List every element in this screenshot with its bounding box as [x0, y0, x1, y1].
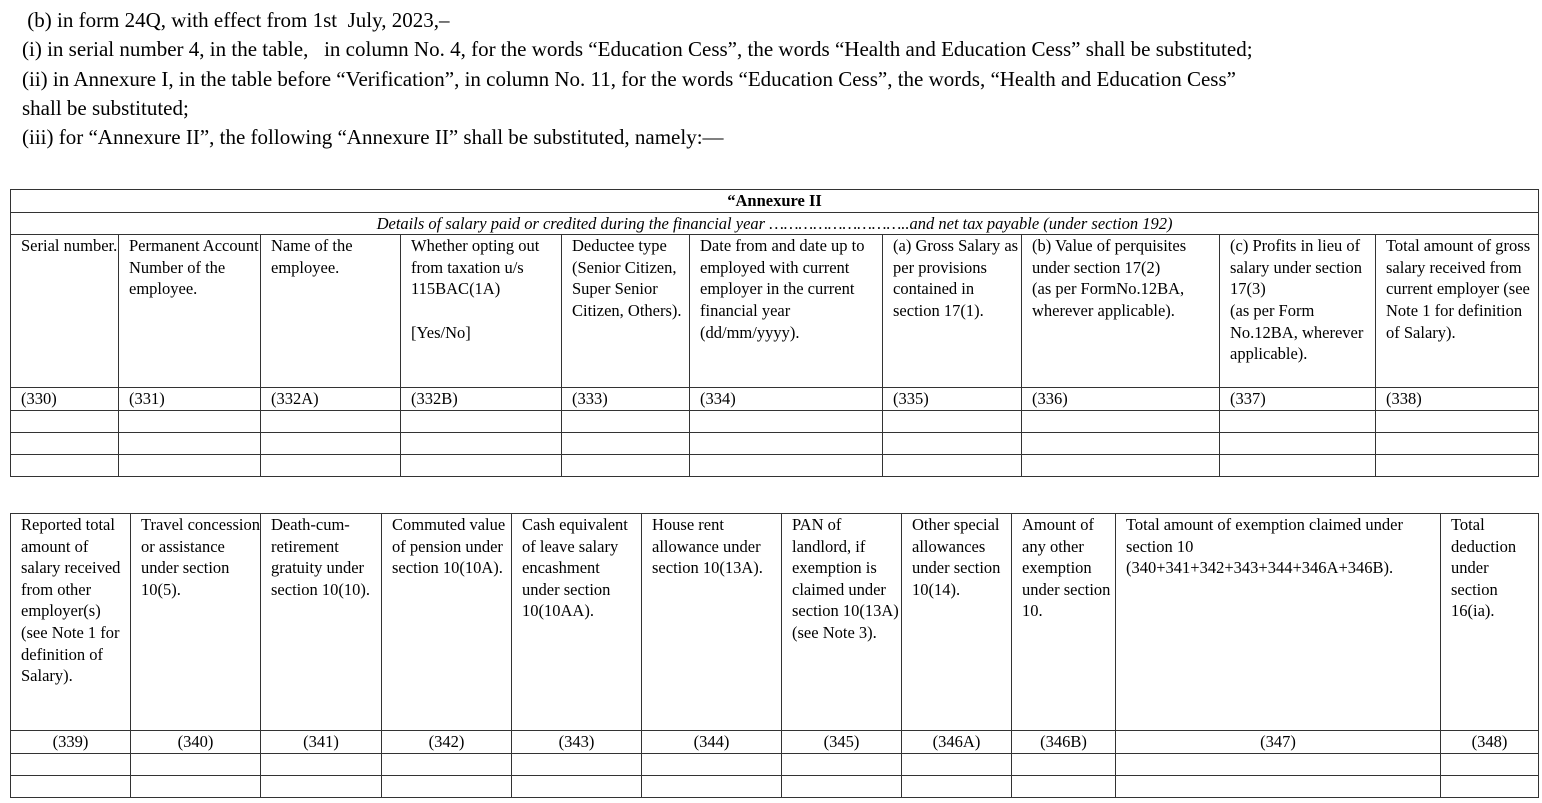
empty-cell[interactable]: [512, 775, 642, 797]
column-header: Date from and date up to employed with current employer in the current financial year (dd/mm/yyyy).: [690, 235, 883, 388]
column-header: Other special allowances under section 10(14).: [902, 514, 1012, 731]
empty-cell[interactable]: [1376, 454, 1539, 476]
empty-cell[interactable]: [782, 753, 902, 775]
empty-cell[interactable]: [11, 410, 119, 432]
column-number: (334): [690, 388, 883, 411]
empty-table-row: [11, 410, 1539, 432]
empty-cell[interactable]: [883, 410, 1022, 432]
empty-cell[interactable]: [401, 454, 562, 476]
column-header: Total deduction under section 16(ia).: [1441, 514, 1539, 731]
column-header: Total amount of exemption claimed under section 10 (340+341+342+343+344+346A+346B).: [1116, 514, 1441, 731]
empty-cell[interactable]: [1116, 775, 1441, 797]
empty-cell[interactable]: [261, 753, 382, 775]
empty-cell[interactable]: [1220, 454, 1376, 476]
empty-cell[interactable]: [642, 753, 782, 775]
empty-cell[interactable]: [902, 753, 1012, 775]
empty-cell[interactable]: [782, 775, 902, 797]
annexure-ii-table-part-2: [10, 513, 1539, 798]
empty-cell[interactable]: [401, 410, 562, 432]
empty-cell[interactable]: [642, 775, 782, 797]
column-number: (332B): [401, 388, 562, 411]
table-subtitle: Details of salary paid or credited during the financial year ………………………..and net tax payable (under section 192): [11, 212, 1539, 235]
header-row: [11, 514, 1539, 731]
column-number: (343): [512, 731, 642, 754]
column-number: (335): [883, 388, 1022, 411]
intro-line: (b) in form 24Q, with effect from 1st July, 2023,–: [22, 8, 450, 32]
empty-cell[interactable]: [1376, 432, 1539, 454]
empty-cell[interactable]: [562, 454, 690, 476]
column-number: (346A): [902, 731, 1012, 754]
column-number: (333): [562, 388, 690, 411]
empty-cell[interactable]: [119, 432, 261, 454]
intro-line: (iii) for “Annexure II”, the following “Annexure II” shall be substituted, namely:—: [22, 125, 724, 150]
annexure-ii-table-part-1: [10, 189, 1539, 477]
empty-cell[interactable]: [1441, 775, 1539, 797]
empty-cell[interactable]: [1376, 410, 1539, 432]
empty-cell[interactable]: [1012, 753, 1116, 775]
empty-table-row: [11, 454, 1539, 476]
column-header: Death-cum-retirement gratuity under section 10(10).: [261, 514, 382, 731]
column-header: Permanent Account Number of the employee.: [119, 235, 261, 388]
intro-line: (i) in serial number 4, in the table, in column No. 4, for the words “Education Cess”, the words “Health and Education Cess” shall be substituted;: [22, 37, 1253, 62]
intro-text: [22, 6, 1253, 152]
empty-cell[interactable]: [1220, 432, 1376, 454]
empty-cell[interactable]: [382, 775, 512, 797]
empty-cell[interactable]: [1022, 410, 1220, 432]
empty-cell[interactable]: [1116, 753, 1441, 775]
empty-cell[interactable]: [690, 410, 883, 432]
empty-table-row: [11, 775, 1539, 797]
column-number: (344): [642, 731, 782, 754]
column-header: Deductee type (Senior Citizen, Super Senior Citizen, Others).: [562, 235, 690, 388]
column-number: (347): [1116, 731, 1441, 754]
column-number: (337): [1220, 388, 1376, 411]
empty-cell[interactable]: [401, 432, 562, 454]
column-number: (341): [261, 731, 382, 754]
empty-cell[interactable]: [1012, 775, 1116, 797]
column-number: (336): [1022, 388, 1220, 411]
empty-cell[interactable]: [11, 775, 131, 797]
empty-cell[interactable]: [562, 432, 690, 454]
column-number: (330): [11, 388, 119, 411]
empty-cell[interactable]: [1220, 410, 1376, 432]
column-number: (339): [11, 731, 131, 754]
intro-line: (ii) in Annexure I, in the table before “Verification”, in column No. 11, for the words “Education Cess”, the words, “Health and Education Cess”: [22, 66, 1236, 91]
empty-cell[interactable]: [902, 775, 1012, 797]
header-row: [11, 235, 1539, 388]
table-title: “Annexure II: [11, 190, 1539, 213]
empty-cell[interactable]: [131, 775, 261, 797]
empty-cell[interactable]: [1022, 432, 1220, 454]
empty-cell[interactable]: [883, 432, 1022, 454]
empty-cell[interactable]: [382, 753, 512, 775]
empty-cell[interactable]: [1441, 753, 1539, 775]
empty-cell[interactable]: [11, 454, 119, 476]
column-header: (c) Profits in lieu of salary under section 17(3) (as per Form No.12BA, wherever applicable).: [1220, 235, 1376, 388]
empty-cell[interactable]: [261, 775, 382, 797]
empty-table-row: [11, 753, 1539, 775]
empty-cell[interactable]: [690, 432, 883, 454]
empty-cell[interactable]: [1022, 454, 1220, 476]
empty-cell[interactable]: [11, 432, 119, 454]
column-number: (346B): [1012, 731, 1116, 754]
column-header: Whether opting out from taxation u/s 115BAC(1A) [Yes/No]: [401, 235, 562, 388]
empty-cell[interactable]: [261, 454, 401, 476]
column-number: (342): [382, 731, 512, 754]
column-number: (348): [1441, 731, 1539, 754]
empty-cell[interactable]: [131, 753, 261, 775]
column-number: (332A): [261, 388, 401, 411]
column-number: (331): [119, 388, 261, 411]
column-number-row: [11, 731, 1539, 754]
empty-cell[interactable]: [512, 753, 642, 775]
column-header: Total amount of gross salary received from current employer (see Note 1 for definition of Salary).: [1376, 235, 1539, 388]
column-header: House rent allowance under section 10(13A).: [642, 514, 782, 731]
empty-cell[interactable]: [119, 410, 261, 432]
empty-cell[interactable]: [11, 753, 131, 775]
empty-cell[interactable]: [119, 454, 261, 476]
column-header: Serial number.: [11, 235, 119, 388]
column-header: Reported total amount of salary received from other employer(s) (see Note 1 for definition of Salary).: [11, 514, 131, 731]
column-header: Cash equivalent of leave salary encashment under section 10(10AA).: [512, 514, 642, 731]
column-header: Amount of any other exemption under section 10.: [1012, 514, 1116, 731]
intro-line: shall be substituted;: [22, 95, 189, 120]
column-number: (340): [131, 731, 261, 754]
column-number: (345): [782, 731, 902, 754]
column-header: (b) Value of perquisites under section 17(2) (as per FormNo.12BA, wherever applicable).: [1022, 235, 1220, 388]
column-header: (a) Gross Salary as per provisions contained in section 17(1).: [883, 235, 1022, 388]
column-header: Commuted value of pension under section 10(10A).: [382, 514, 512, 731]
column-header: Name of the employee.: [261, 235, 401, 388]
column-header: PAN of landlord, if exemption is claimed under section 10(13A) (see Note 3).: [782, 514, 902, 731]
column-number-row: [11, 388, 1539, 411]
empty-table-row: [11, 432, 1539, 454]
empty-cell[interactable]: [261, 410, 401, 432]
column-number: (338): [1376, 388, 1539, 411]
empty-cell[interactable]: [883, 454, 1022, 476]
empty-cell[interactable]: [261, 432, 401, 454]
empty-cell[interactable]: [562, 410, 690, 432]
empty-cell[interactable]: [690, 454, 883, 476]
column-header: Travel concession or assistance under section 10(5).: [131, 514, 261, 731]
